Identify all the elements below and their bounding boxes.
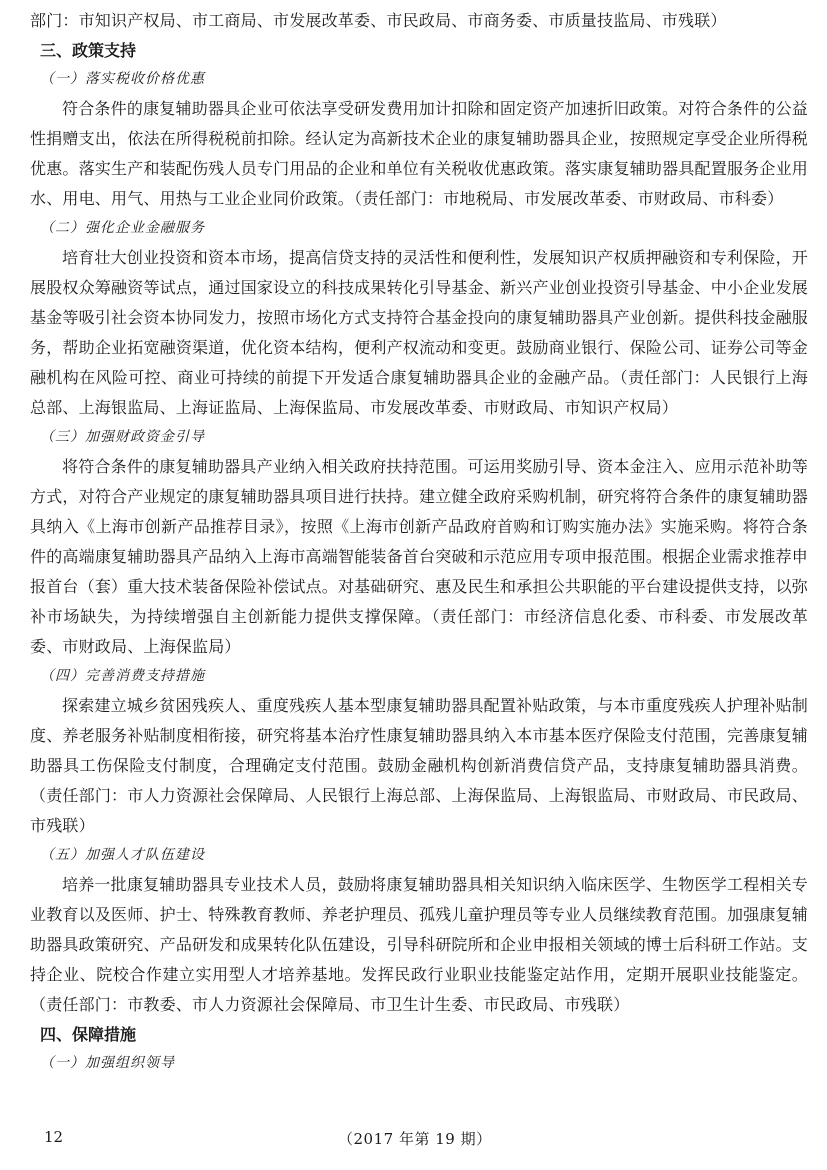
paragraph-finance-service: 培育壮大创业投资和资本市场，提高信贷支持的灵活性和便利性，发展知识产权质押融资和专利保险，开展股权众筹融资等试点，通过国家设立的科技成果转化引导基金、新兴产业创业投资引导基金、中小企业发展基金等吸引社会资本协同发力，按照市场化方式支持符合基金投向的康复辅助器具产业创新。提供科技金融服务，帮助企业拓宽融资渠道，优化资本结构，便利产权流动和变更。鼓励商业银行、保险公司、证券公司等金融机构在风险可控、商业可持续的前提下开发适合康复辅助器具企业的金融产品。（责任部门：人民银行上海总部、上海银监局、上海证监局、上海保监局、市发展改革委、市财政局、市知识产权局） xyxy=(30,248,808,417)
section-heading-policy-support: 三、政策支持 xyxy=(40,41,137,60)
page-footer xyxy=(0,1128,827,1152)
document-body xyxy=(30,6,808,1078)
paragraph-continuation: 部门：市知识产权局、市工商局、市发展改革委、市民政局、市商务委、市质量技监局、市残联） xyxy=(30,11,727,30)
paragraph-consumption-support: 探索建立城乡贫困残疾人、重度残疾人基本型康复辅助器具配置补贴政策，与本市重度残疾人护理补贴制度、养老服务补贴制度相衔接，研究将基本治疗性康复辅助器具纳入本市基本医疗保险支付范围，完善康复辅助器具工伤保险支付制度，合理确定支付范围。鼓励金融机构创新消费信贷产品，支持康复辅助器具消费。（责任部门：市人力资源社会保障局、人民银行上海总部、上海保监局、上海银监局、市财政局、市民政局、市残联） xyxy=(30,696,808,835)
paragraph-fiscal-funds: 将符合条件的康复辅助器具产业纳入相关政府扶持范围。可运用奖励引导、资本金注入、应用示范补助等方式，对符合产业规定的康复辅助器具项目进行扶持。建立健全政府采购机制，研究将符合条件的康复辅助器具纳入《上海市创新产品推荐目录》，按照《上海市创新产品政府首购和订购实施办法》实施采购。将符合条件的高端康复辅助器具产品纳入上海市高端智能装备首台突破和示范应用专项申报范围。根据企业需求推荐申报首台（套）重大技术装备保险补偿试点。对基础研究、惠及民生和承担公共职能的平台建设提供支持，以弥补市场缺失，为持续增强自主创新能力提供支撑保障。（责任部门：市经济信息化委、市科委、市发展改革委、市财政局、上海保监局） xyxy=(30,457,808,656)
issue-label: （2017 年第 19 期） xyxy=(338,1130,492,1148)
subheading-finance-service: （二）强化企业金融服务 xyxy=(40,220,205,236)
page-number: 12 xyxy=(44,1128,64,1146)
subheading-fiscal-funds: （三）加强财政资金引导 xyxy=(40,429,205,445)
subheading-talent-team: （五）加强人才队伍建设 xyxy=(40,847,205,863)
subheading-tax-price: （一）落实税收价格优惠 xyxy=(40,71,205,87)
paragraph-talent-team: 培养一批康复辅助器具专业技术人员，鼓励将康复辅助器具相关知识纳入临床医学、生物医学工程相关专业教育以及医师、护士、特殊教育教师、养老护理员、孤残儿童护理员等专业人员继续教育范围。加强康复辅助器具政策研究、产品研发和成果转化队伍建设，引导科研院所和企业申报相关领域的博士后科研工作站。支持企业、院校合作建立实用型人才培养基地。发挥民政行业职业技能鉴定站作用，定期开展职业技能鉴定。（责任部门：市教委、市人力资源社会保障局、市卫生计生委、市民政局、市残联） xyxy=(30,875,808,1014)
paragraph-tax-price: 符合条件的康复辅助器具企业可依法享受研发费用加计扣除和固定资产加速折旧政策。对符合条件的公益性捐赠支出，依法在所得税税前扣除。经认定为高新技术企业的康复辅助器具企业，按照规定享受企业所得税优惠。落实生产和装配伤残人员专门用品的企业和单位有关税收优惠政策。落实康复辅助器具配置服务企业用水、用电、用气、用热与工业企业同价政策。（责任部门：市地税局、市发展改革委、市财政局、市科委） xyxy=(30,99,808,208)
section-heading-safeguards: 四、保障措施 xyxy=(40,1025,137,1044)
subheading-consumption-support: （四）完善消费支持措施 xyxy=(40,668,205,684)
subheading-organization-leadership: （一）加强组织领导 xyxy=(40,1055,175,1071)
